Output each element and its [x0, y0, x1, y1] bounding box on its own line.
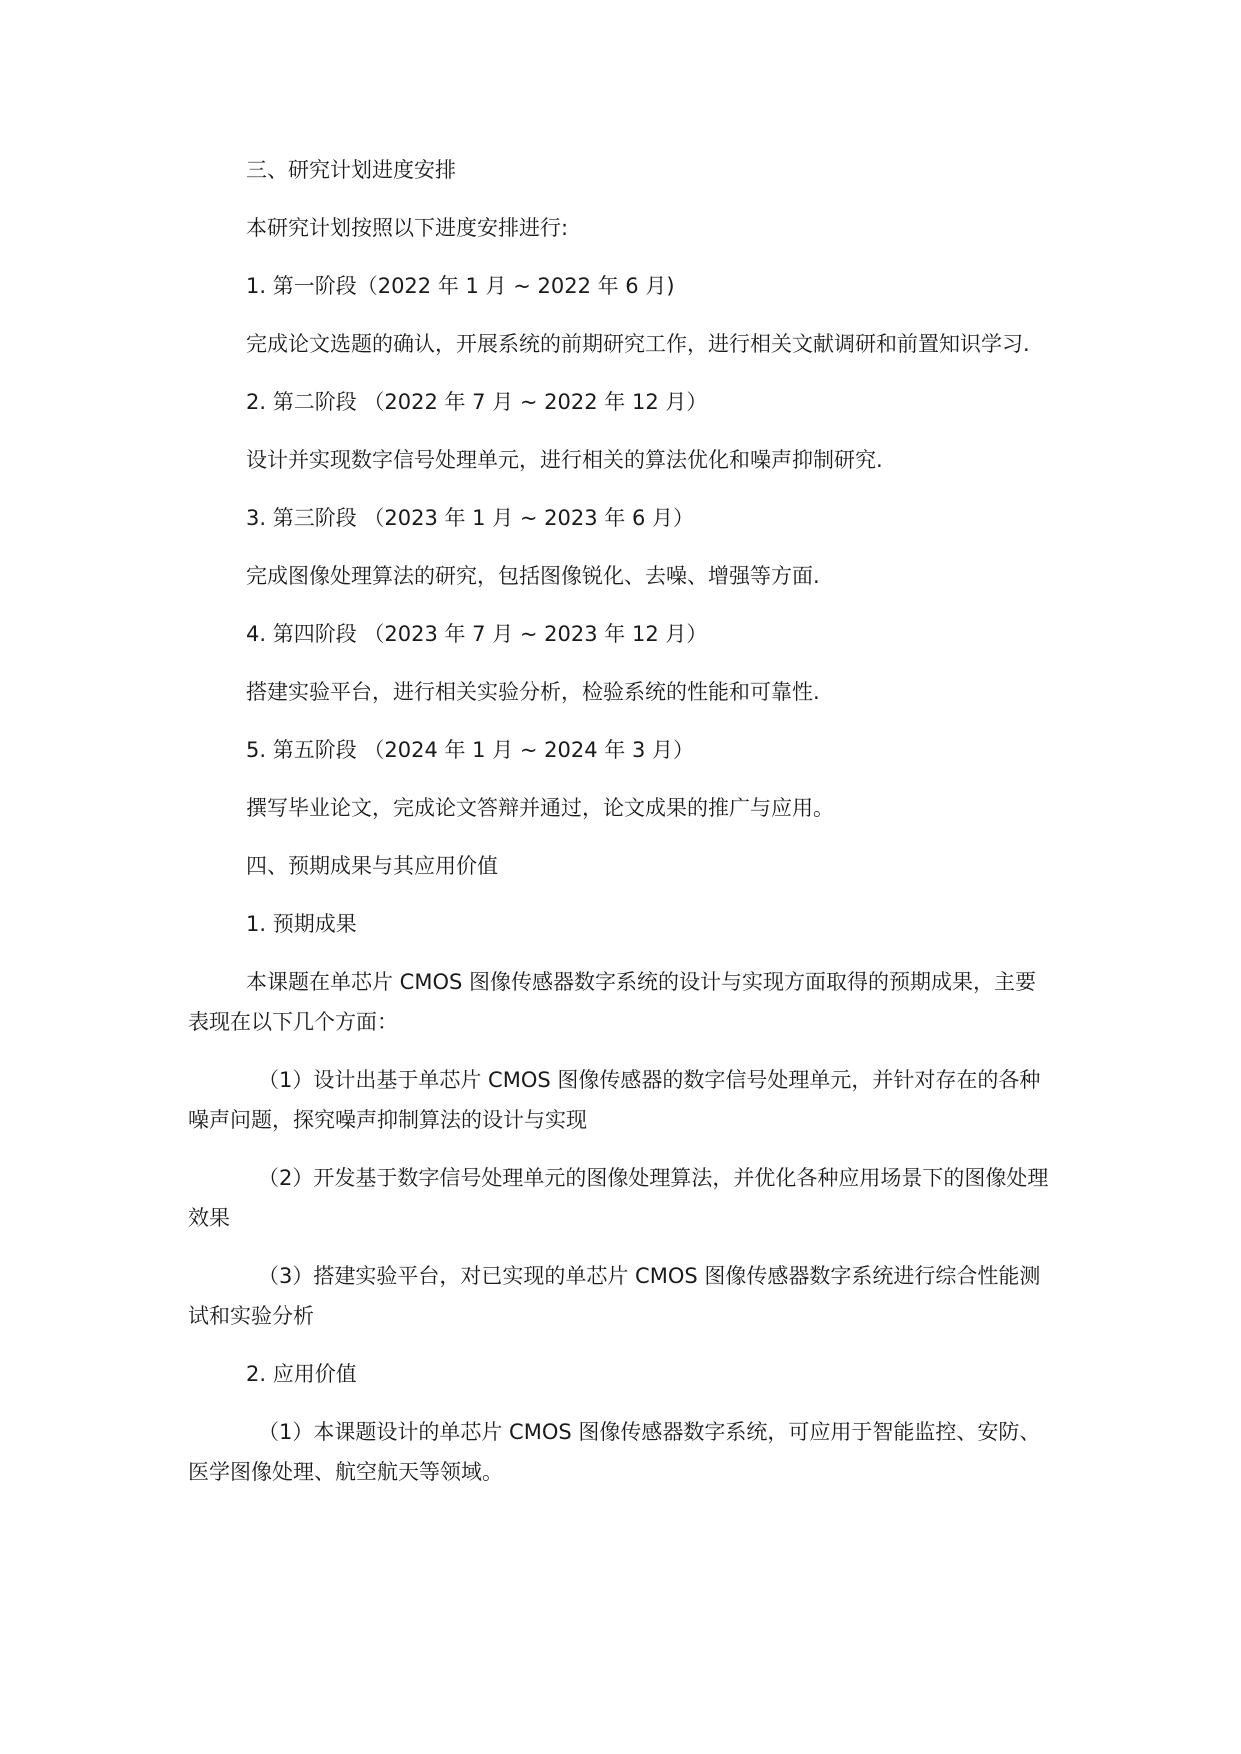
value-title: 2. 应用价值 [246, 1362, 357, 1386]
stage-1-body: 完成论文选题的确认，开展系统的前期研究工作，进行相关文献调研和前置知识学习. [246, 332, 1030, 356]
result-item-3: （3）搭建实验平台，对已实现的单芯片 CMOS 图像传感器数字系统进行综合性能测试和实验分析 [188, 1264, 1041, 1328]
schedule-intro: 本研究计划按照以下进度安排进行: [246, 216, 569, 240]
section-heading-4: 四、预期成果与其应用价值 [246, 854, 498, 878]
stage-2-body: 设计并实现数字信号处理单元，进行相关的算法优化和噪声抑制研究. [246, 448, 883, 472]
stage-2-title: 2. 第二阶段 （2022 年 7 月 ~ 2022 年 12 月） [246, 390, 708, 414]
document-body [188, 150, 1050, 1510]
results-title: 1. 预期成果 [246, 912, 357, 936]
section-heading-3: 三、研究计划进度安排 [246, 158, 456, 182]
stage-3-title: 3. 第三阶段 （2023 年 1 月 ~ 2023 年 6 月） [246, 506, 694, 530]
stage-3-body: 完成图像处理算法的研究，包括图像锐化、去噪、增强等方面. [246, 564, 820, 588]
stage-5-title: 5. 第五阶段 （2024 年 1 月 ~ 2024 年 3 月） [246, 738, 694, 762]
stage-4-title: 4. 第四阶段 （2023 年 7 月 ~ 2023 年 12 月） [246, 622, 708, 646]
results-intro: 本课题在单芯片 CMOS 图像传感器数字系统的设计与实现方面取得的预期成果，主要表现在以下几个方面： [188, 970, 1036, 1034]
result-item-1: （1）设计出基于单芯片 CMOS 图像传感器的数字信号处理单元，并针对存在的各种噪声问题，探究噪声抑制算法的设计与实现 [188, 1068, 1041, 1132]
result-item-2: （2）开发基于数字信号处理单元的图像处理算法，并优化各种应用场景下的图像处理效果 [188, 1166, 1049, 1230]
stage-4-body: 搭建实验平台，进行相关实验分析，检验系统的性能和可靠性. [246, 680, 820, 704]
stage-1-title: 1. 第一阶段（2022 年 1 月 ~ 2022 年 6 月) [246, 274, 675, 298]
stage-5-body: 撰写毕业论文，完成论文答辩并通过，论文成果的推广与应用。 [246, 796, 834, 820]
value-item-1: （1）本课题设计的单芯片 CMOS 图像传感器数字系统，可应用于智能监控、安防、医学图像处理、航空航天等领域。 [188, 1420, 1041, 1484]
